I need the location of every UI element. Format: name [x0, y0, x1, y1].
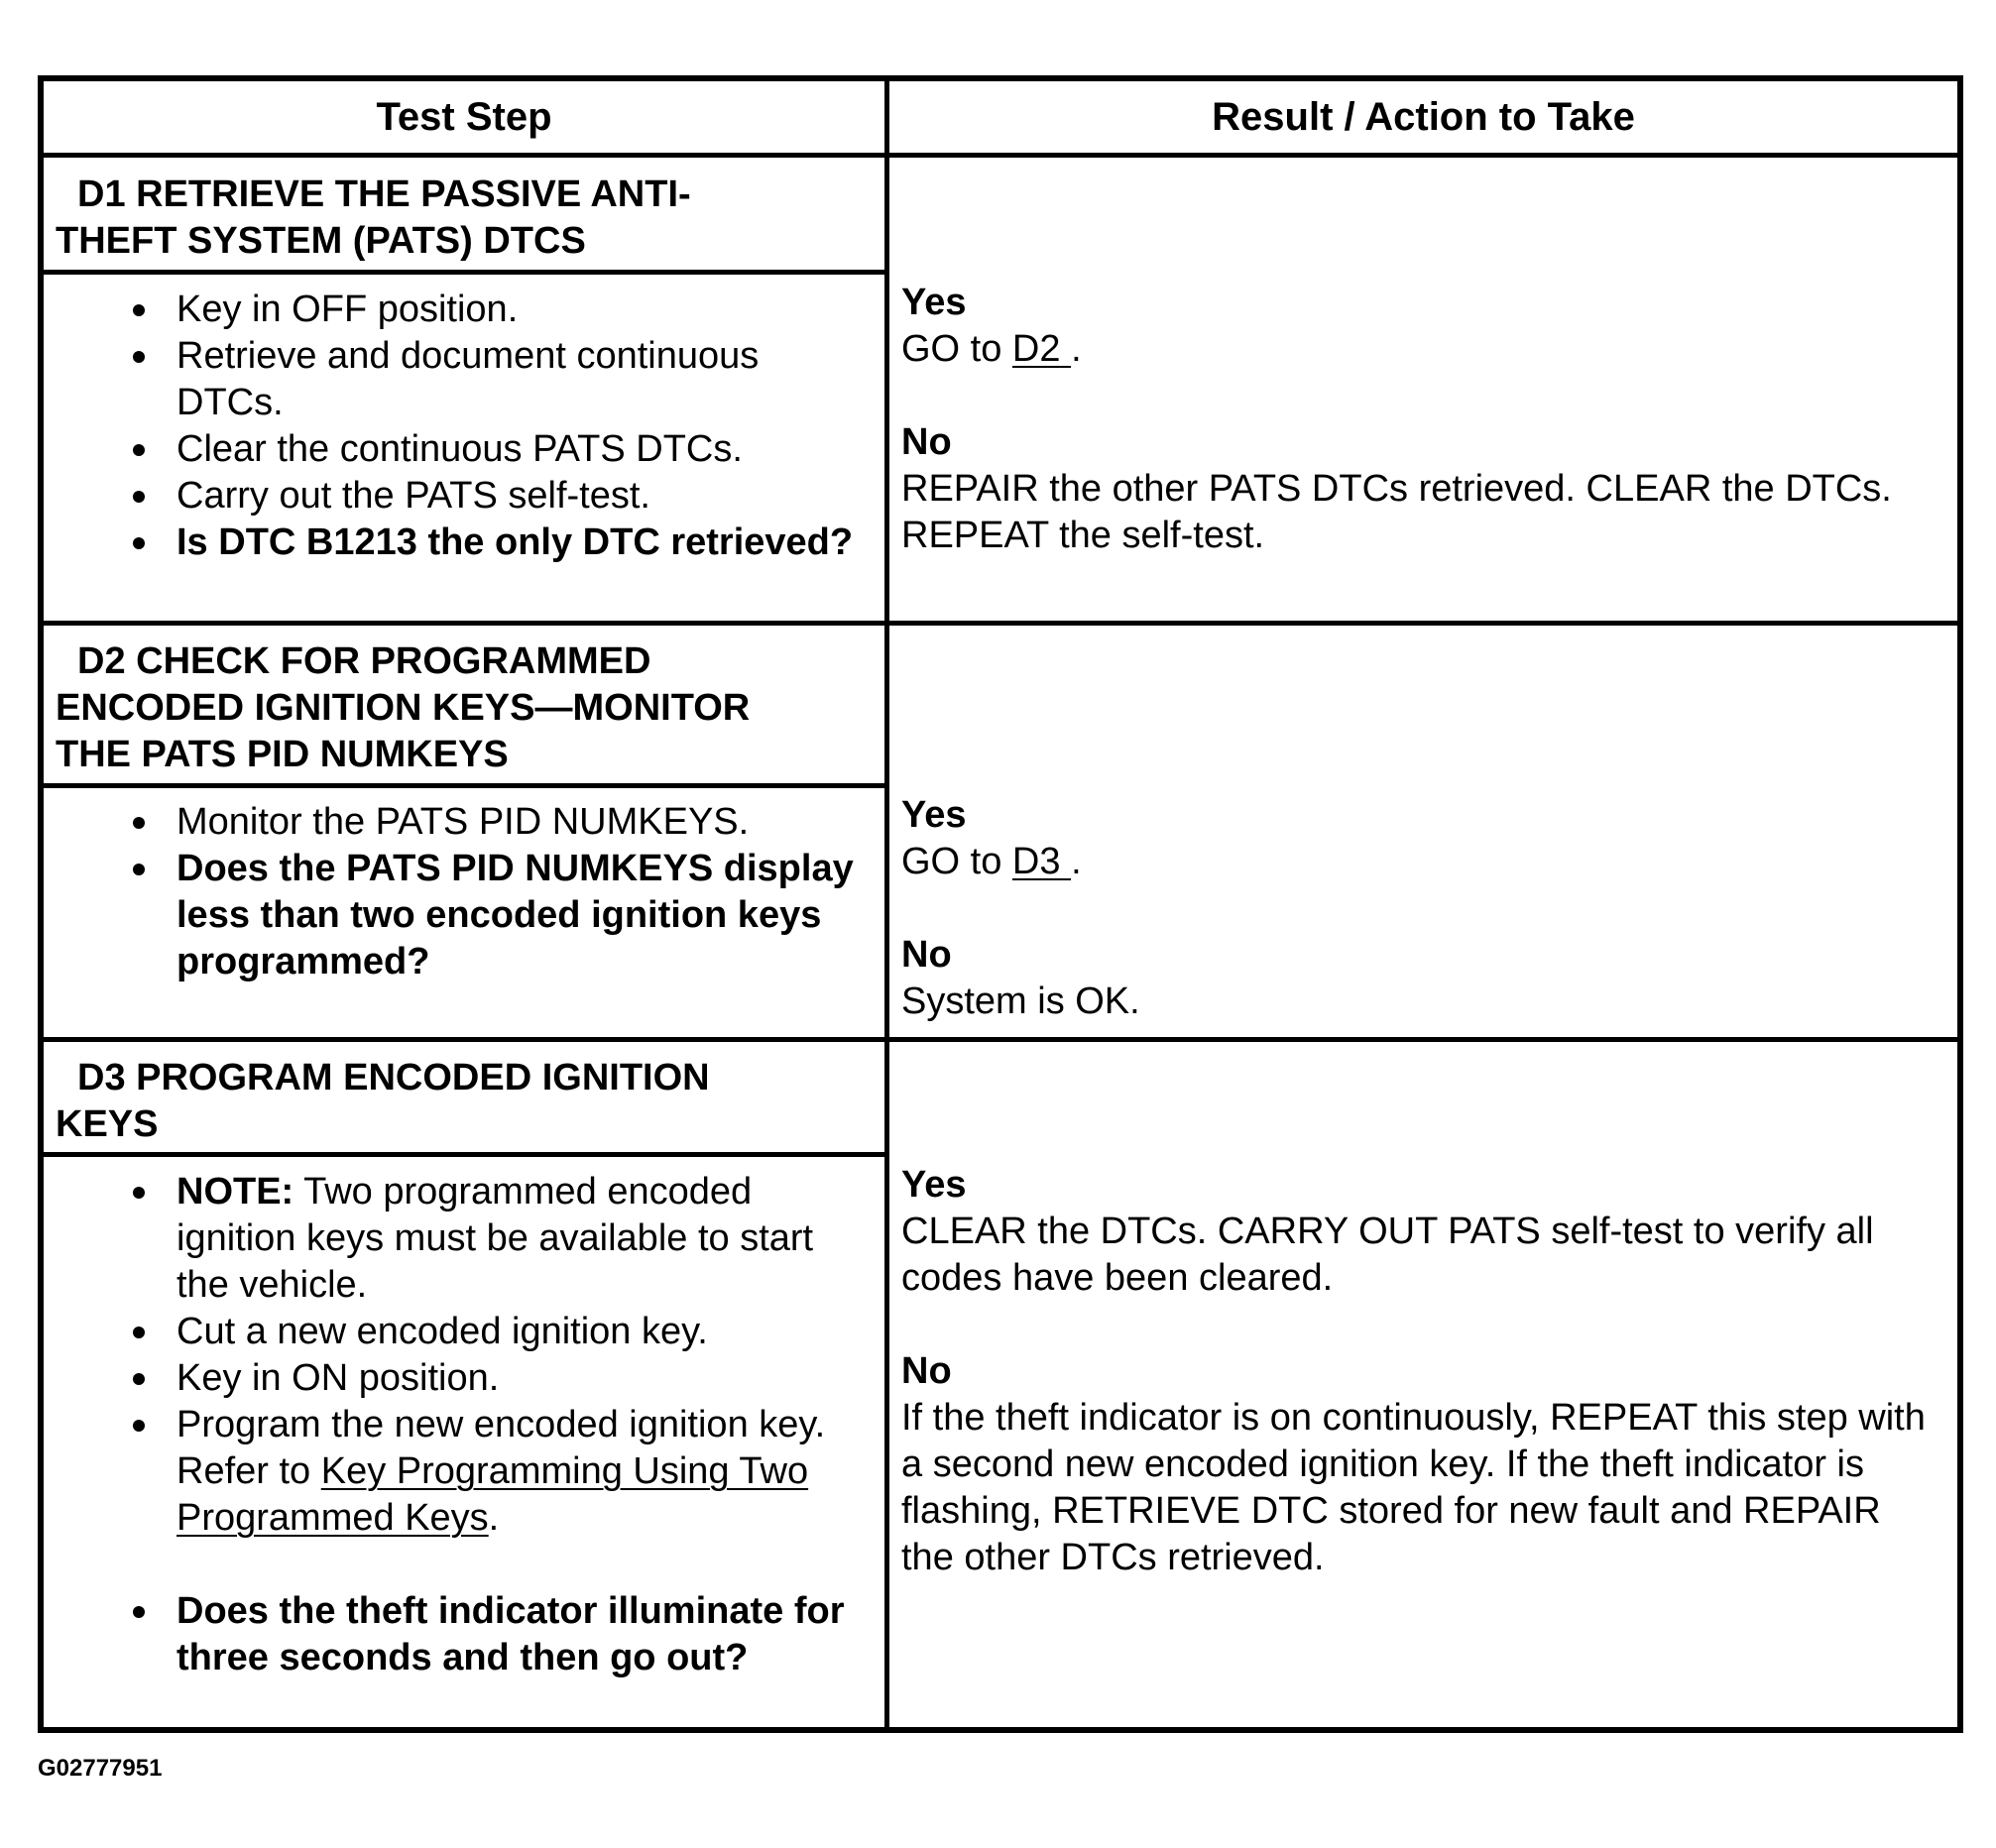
d2-title-line1: D2 CHECK FOR PROGRAMMED: [77, 640, 651, 682]
d1-yes-action: [901, 326, 1939, 373]
d2-result: [889, 792, 1957, 1025]
key-programming-link[interactable]: Key Programming Using Two Programmed Keys: [176, 1450, 809, 1539]
d3-title-line2: KEYS: [56, 1103, 159, 1145]
figure-id: G02777951: [38, 1755, 163, 1782]
d3-steps: [44, 1169, 884, 1681]
d3-question: Does the theft indicator illuminate for three seconds and then go out?: [44, 1588, 884, 1681]
d3-result: [889, 1162, 1957, 1581]
d2-question: Does the PATS PID NUMKEYS display less than two encoded ignition keys programmed?: [44, 846, 884, 985]
d1-step-self-test: Carry out the PATS self-test.: [44, 473, 884, 520]
d1-step-key-off: Key in OFF position.: [44, 287, 884, 333]
d3-title-rule: [44, 1152, 884, 1157]
d2-yes-prefix: GO to: [901, 841, 1012, 882]
d2-goto-d3-link[interactable]: D3: [1011, 841, 1072, 882]
d2-no-action: System is OK.: [901, 981, 1140, 1022]
d3-title: [44, 1041, 884, 1148]
d1-title-line1: D1 RETRIEVE THE PASSIVE ANTI-: [77, 173, 691, 215]
header-result-action-label: Result / Action to Take: [1212, 94, 1635, 139]
d2-step-monitor: Monitor the PATS PID NUMKEYS.: [44, 799, 884, 846]
d3-yes-label: Yes: [901, 1164, 967, 1206]
d1-no-label: No: [901, 421, 952, 463]
d3-step-note: [44, 1169, 884, 1309]
d1-step-retrieve: Retrieve and document continuous DTCs.: [44, 333, 884, 426]
d3-program-suffix: .: [488, 1497, 500, 1539]
d1-title-rule: [44, 270, 884, 275]
d1-yes-prefix: GO to: [901, 328, 1012, 370]
d1-step-clear: Clear the continuous PATS DTCs.: [44, 426, 884, 473]
d1-yes-label: Yes: [901, 282, 967, 323]
d3-note-text: Two programmed encoded ignition keys must be available to start the vehicle.: [176, 1171, 814, 1306]
d3-yes-action: CLEAR the DTCs. CARRY OUT PATS self-test to verify all codes have been cleared.: [901, 1211, 1874, 1299]
d1-steps: [44, 287, 884, 566]
d3-no-action: If the theft indicator is on continuously, REPEAT this step with a second new encoded ignition key. If the theft indicator is flashing, RETRIEVE DTC stored for new fault and REPAIR the other DTCs retrieved.: [901, 1397, 1926, 1578]
d1-title-line2: THEFT SYSTEM (PATS) DTCS: [56, 220, 586, 262]
d1-result: [889, 280, 1957, 559]
d1-yes-suffix: .: [1071, 328, 1082, 370]
d2-no-label: No: [901, 934, 952, 976]
d1-no-action: REPAIR the other PATS DTCs retrieved. CLEAR the DTCs. REPEAT the self-test.: [901, 468, 1892, 556]
header-test-step-label: Test Step: [376, 94, 552, 139]
d1-title: [44, 158, 884, 265]
d2-title-rule: [44, 783, 884, 788]
d3-program-prefix: Program the new encoded ignition key. Refer to: [176, 1404, 826, 1492]
d1-question: Is DTC B1213 the only DTC retrieved?: [44, 520, 884, 566]
d2-title-line3: THE PATS PID NUMKEYS: [56, 734, 509, 775]
d3-note-label: NOTE:: [176, 1171, 294, 1213]
d2-title: [44, 625, 884, 778]
d2-yes-label: Yes: [901, 794, 967, 836]
table-grid: [44, 81, 1957, 1727]
d2-steps: [44, 799, 884, 985]
d1-goto-d2-link[interactable]: D2: [1011, 328, 1072, 370]
d3-no-label: No: [901, 1350, 952, 1392]
header-test-step: [44, 81, 884, 153]
header-result-action: [889, 81, 1957, 153]
d2-yes-action: [901, 839, 1939, 885]
diagnostic-table: [38, 75, 1963, 1733]
d3-step-cut-key: Cut a new encoded ignition key.: [44, 1309, 884, 1355]
d3-step-key-on: Key in ON position.: [44, 1355, 884, 1402]
d3-step-program: [44, 1402, 884, 1542]
d2-title-line2: ENCODED IGNITION KEYS—MONITOR: [56, 687, 751, 729]
d2-yes-suffix: .: [1071, 841, 1082, 882]
d3-title-line1: D3 PROGRAM ENCODED IGNITION: [77, 1057, 710, 1098]
